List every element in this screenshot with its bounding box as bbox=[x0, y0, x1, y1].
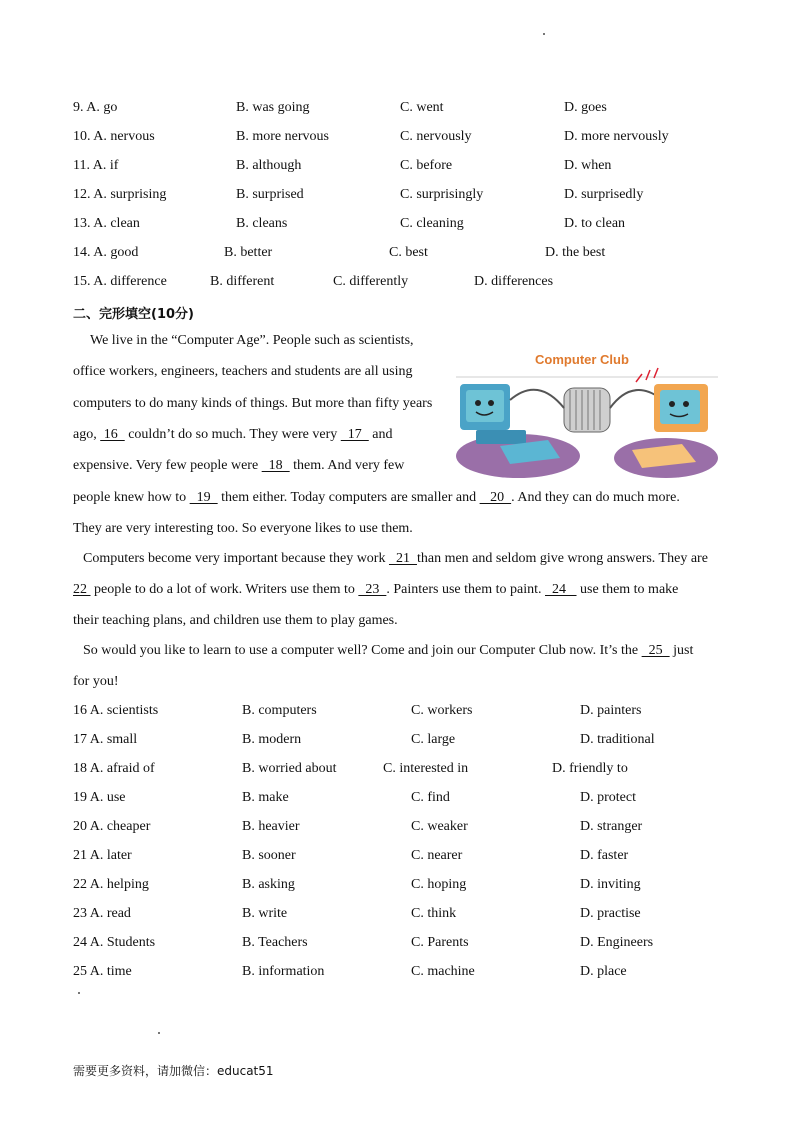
option-b: B. different bbox=[210, 274, 275, 289]
option-b: B. surprised bbox=[236, 187, 304, 202]
option-row bbox=[73, 964, 753, 984]
option-d: D. faster bbox=[580, 848, 629, 863]
option-row bbox=[73, 274, 753, 294]
option-d: D. the best bbox=[545, 245, 606, 260]
option-c: C. went bbox=[400, 100, 444, 115]
option-d: D. to clean bbox=[564, 216, 626, 231]
passage-line bbox=[73, 582, 678, 598]
option-d: D. friendly to bbox=[552, 761, 628, 776]
option-a: 15. A. difference bbox=[73, 274, 167, 289]
option-b: B. worried about bbox=[242, 761, 337, 776]
option-c: C. surprisingly bbox=[400, 187, 484, 202]
option-d: D. practise bbox=[580, 906, 641, 921]
option-c: C. hoping bbox=[411, 877, 467, 892]
option-d: D. protect bbox=[580, 790, 636, 805]
option-row bbox=[73, 158, 753, 178]
option-c: C. cleaning bbox=[400, 216, 464, 231]
option-b: B. sooner bbox=[242, 848, 296, 863]
passage-line bbox=[73, 458, 404, 474]
option-b: B. modern bbox=[242, 732, 302, 747]
blank-21: 21 bbox=[388, 551, 417, 566]
passage-line: We live in the “Computer Age”. People such as scientists, bbox=[90, 333, 414, 348]
passage-text: So would you like to learn to use a computer well? Come and join our Computer Club now. It’s the bbox=[83, 643, 639, 658]
option-c: C. find bbox=[411, 790, 450, 805]
passage-line bbox=[73, 427, 392, 443]
option-b: B. although bbox=[236, 158, 302, 173]
option-row bbox=[73, 245, 753, 265]
passage-line: their teaching plans, and children use them to play games. bbox=[73, 613, 398, 628]
passage-line: office workers, engineers, teachers and students are all using bbox=[73, 364, 413, 379]
option-row bbox=[73, 906, 753, 926]
option-row bbox=[73, 761, 753, 781]
passage-text: people knew how to bbox=[73, 490, 187, 505]
passage-text: . Painters use them to paint. bbox=[386, 582, 542, 597]
option-d: D. when bbox=[564, 158, 612, 173]
scan-mark bbox=[158, 1032, 160, 1034]
option-c: C. machine bbox=[411, 964, 475, 979]
option-b: B. cleans bbox=[236, 216, 288, 231]
passage-text: just bbox=[673, 643, 694, 658]
passage-text: couldn’t do so much. They were very bbox=[128, 427, 338, 442]
option-d: D. inviting bbox=[580, 877, 641, 892]
passage-line bbox=[83, 551, 708, 567]
option-c: C. nearer bbox=[411, 848, 463, 863]
option-a: 10. A. nervous bbox=[73, 129, 155, 144]
option-a: 16 A. scientists bbox=[73, 703, 159, 718]
passage-text: . And they can do much more. bbox=[511, 490, 680, 505]
option-c: C. large bbox=[411, 732, 456, 747]
computer-club-illustration bbox=[456, 348, 718, 483]
option-c: C. nervously bbox=[400, 129, 472, 144]
option-a: 17 A. small bbox=[73, 732, 138, 747]
computer-club-picture bbox=[456, 348, 718, 483]
passage-line bbox=[73, 490, 680, 506]
option-row bbox=[73, 935, 753, 955]
option-c: C. best bbox=[389, 245, 428, 260]
blank-24: 24 bbox=[545, 582, 577, 597]
option-row bbox=[73, 848, 753, 868]
option-c: C. Parents bbox=[411, 935, 469, 950]
option-row bbox=[73, 877, 753, 897]
option-a: 12. A. surprising bbox=[73, 187, 167, 202]
option-c: C. differently bbox=[333, 274, 409, 289]
option-a: 9. A. go bbox=[73, 100, 118, 115]
option-a: 20 A. cheaper bbox=[73, 819, 151, 834]
blank-16: 16 bbox=[100, 427, 125, 442]
footer-note: 需要更多资料，请加微信：educat51 bbox=[73, 1064, 274, 1078]
option-a: 19 A. use bbox=[73, 790, 126, 805]
option-d: D. painters bbox=[580, 703, 642, 718]
passage-text: them. And very few bbox=[293, 458, 405, 473]
option-row bbox=[73, 790, 753, 810]
option-c: C. interested in bbox=[383, 761, 469, 776]
passage-line: They are very interesting too. So everyone likes to use them. bbox=[73, 521, 413, 536]
option-d: D. goes bbox=[564, 100, 607, 115]
option-b: B. was going bbox=[236, 100, 310, 115]
option-a: 25 A. time bbox=[73, 964, 132, 979]
option-d: D. stranger bbox=[580, 819, 643, 834]
option-b: B. better bbox=[224, 245, 273, 260]
option-a: 22 A. helping bbox=[73, 877, 149, 892]
option-a: 11. A. if bbox=[73, 158, 119, 173]
option-b: B. asking bbox=[242, 877, 295, 892]
option-b: B. more nervous bbox=[236, 129, 329, 144]
option-a: 24 A. Students bbox=[73, 935, 156, 950]
option-c: C. weaker bbox=[411, 819, 468, 834]
option-row bbox=[73, 703, 753, 723]
scan-mark bbox=[543, 33, 545, 35]
blank-22: 22 bbox=[73, 582, 91, 597]
blank-23: 23 bbox=[358, 582, 387, 597]
passage-line: for you! bbox=[73, 674, 119, 689]
passage-text: people to do a lot of work. Writers use them to bbox=[94, 582, 355, 597]
option-row bbox=[73, 819, 753, 839]
passage-text: use them to make bbox=[580, 582, 679, 597]
option-d: D. place bbox=[580, 964, 627, 979]
blank-20: 20 bbox=[479, 490, 512, 505]
option-c: C. before bbox=[400, 158, 453, 173]
option-b: B. information bbox=[242, 964, 325, 979]
passage-line: computers to do many kinds of things. But more than fifty years bbox=[73, 396, 433, 411]
passage-line bbox=[83, 643, 693, 659]
option-d: D. surprisedly bbox=[564, 187, 644, 202]
option-row bbox=[73, 732, 753, 752]
illustration-title: Computer Club bbox=[535, 352, 629, 367]
scan-mark bbox=[78, 992, 80, 994]
option-row bbox=[73, 129, 753, 149]
option-b: B. computers bbox=[242, 703, 317, 718]
option-a: 13. A. clean bbox=[73, 216, 140, 231]
option-row bbox=[73, 100, 753, 120]
passage-text: Computers become very important because they work bbox=[83, 551, 386, 566]
blank-17: 17 bbox=[340, 427, 369, 442]
passage-text: than men and seldom give wrong answers. They are bbox=[416, 551, 708, 566]
option-d: D. differences bbox=[474, 274, 554, 289]
section-heading: 二、完形填空(10分) bbox=[73, 307, 194, 322]
blank-19: 19 bbox=[189, 490, 218, 505]
option-c: C. workers bbox=[411, 703, 473, 718]
option-c: C. think bbox=[411, 906, 457, 921]
option-row bbox=[73, 187, 753, 207]
option-b: B. write bbox=[242, 906, 288, 921]
blank-18: 18 bbox=[261, 458, 290, 473]
option-b: B. Teachers bbox=[242, 935, 308, 950]
option-a: 21 A. later bbox=[73, 848, 132, 863]
option-a: 23 A. read bbox=[73, 906, 131, 921]
passage-text: ago, bbox=[73, 427, 97, 442]
passage-text: expensive. Very few people were bbox=[73, 458, 259, 473]
option-d: D. Engineers bbox=[580, 935, 654, 950]
option-d: D. more nervously bbox=[564, 129, 669, 144]
option-row bbox=[73, 216, 753, 236]
option-d: D. traditional bbox=[580, 732, 655, 747]
option-b: B. make bbox=[242, 790, 289, 805]
blank-25: 25 bbox=[641, 643, 670, 658]
option-b: B. heavier bbox=[242, 819, 300, 834]
option-a: 14. A. good bbox=[73, 245, 139, 260]
passage-text: them either. Today computers are smaller and bbox=[221, 490, 477, 505]
option-a: 18 A. afraid of bbox=[73, 761, 155, 776]
passage-text: and bbox=[372, 427, 393, 442]
